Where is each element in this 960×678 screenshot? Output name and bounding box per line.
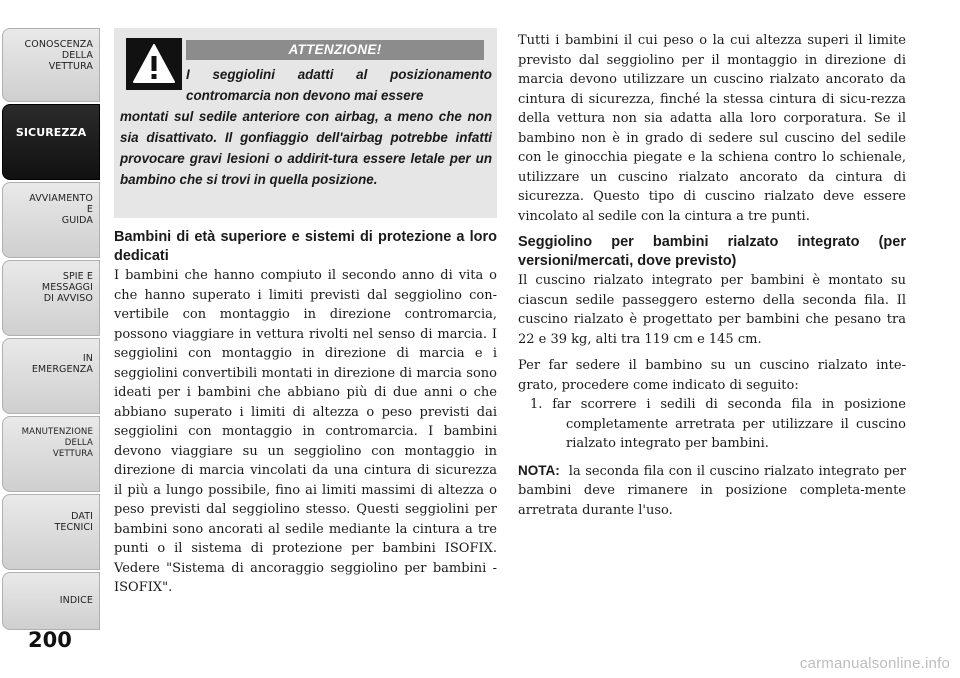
watermark: carmanualsonline.info [799, 655, 950, 672]
integrated-booster-p1: Il cuscino rialzato integrato per bambini è montato su ciascun sedile passeggero esterno della seconda fila. Il cuscino rialzato è progettato per bambini che pesano tra 22 e 39 kg, alti tra 119 cm e 145 cm. [518, 273, 906, 347]
tab-manutenzione-della-vettura[interactable]: MANUTENZIONE DELLA VETTURA [2, 416, 100, 492]
warning-text-rest: montati sul sedile anteriore con airbag, a meno che non sia disattivato. Il gonfiaggio dell'airbag potrebbe infatti provocare gravi lesioni o addirit-tura essere letale per un bambino che si trovi in quella posizione. [120, 109, 492, 187]
tab-in-emergenza[interactable]: IN EMERGENZA [2, 338, 100, 414]
warning-text-indented: I seggiolini adatti al posizionamento contromarcia non devono mai essere [186, 67, 492, 103]
list-item: 1. far scorrere i sedili di seconda fila in posizione completamente arretrata per utilizzare il cuscino rialzato integrato per bambini. [530, 397, 906, 451]
booster-intro: Tutti i bambini il cui peso o la cui altezza superi il limite previsto dal seggiolino per il montaggio in direzione di marcia devono utilizzare un cuscino rialzato ancorato da cintura di sicurezza, finché la stessa cintura di sicu-rezza della vettura non sia adatta alla loro corporatura. Se il bambino non è in grado di sedere sul cuscino del sedile con le ginocchia piegate e la schiena contro lo schienale, utilizzare un cuscino rialzato ancorato da cintura di sicurezza. Questo tipo di cuscino rialzato deve essere vincolato al sedile con la cintura a tre punti. [518, 33, 906, 224]
warning-text [120, 64, 492, 190]
section-heading-integrated-booster: Seggiolino per bambini rialzato integrato (per versioni/mercati, dove previsto) [518, 234, 906, 269]
nota-label: NOTA: [518, 462, 560, 478]
older-children-body: I bambini che hanno compiuto il secondo anno di vita o che hanno superato i limiti previsti dal seggiolino con-vertibile con montaggio in direzione contromarcia, possono viaggiare in vettura rivolti nel senso di marcia. I seggiolini con montaggio in direzione di marcia e i seggiolini convertibili montati in direzione di marcia sono ideati per i bambini che abbiano più di due anni o che abbiano superato i limiti di altezza o peso previsti dai seggiolini con montaggio in contromarcia. I bambini devono viaggiare su un seggiolino con montaggio in direzione di marcia vincolati da una cintura di sicurezza il più a lungo possibile, fino ai limiti massimi di altezza o peso previsti dal seggiolino stesso. Questi seggiolini per bambini sono ancorati al sedile mediante la cintura a tre punti o il sistema di protezione per bambini ISOFIX. Vedere "Sistema di ancoraggio seggiolino per bambini - ISOFIX". [114, 268, 497, 595]
tab-spie-e-messaggi[interactable]: SPIE E MESSAGGI DI AVVISO [2, 260, 100, 336]
tab-dati-tecnici[interactable]: DATI TECNICI [2, 494, 100, 570]
warning-title: ATTENZIONE! [186, 40, 484, 60]
tab-sicurezza-label: SICUREZZA [15, 126, 87, 139]
right-column [518, 31, 906, 520]
nota-paragraph [518, 461, 906, 521]
tab-conoscenza-della-vettura[interactable]: CONOSCENZA DELLA VETTURA [2, 28, 100, 102]
left-column [114, 228, 497, 598]
integrated-booster-p2: Per far sedere il bambino su un cuscino rialzato inte-grato, procedere come indicato di seguito: [518, 358, 906, 393]
tab-indice[interactable]: INDICE [2, 572, 100, 630]
nota-text: la seconda fila con il cuscino rialzato integrato per bambini deve rimanere in posizione completa-mente arretrata durante l'uso. [518, 463, 906, 518]
page-number: 200 [28, 628, 72, 652]
tab-avviamento-e-guida[interactable]: AVVIAMENTO E GUIDA [2, 182, 100, 258]
warning-box [114, 28, 497, 218]
tab-sicurezza[interactable] [2, 104, 100, 180]
section-heading-older-children: Bambini di età superiore e sistemi di protezione a loro dedicati [114, 229, 497, 264]
